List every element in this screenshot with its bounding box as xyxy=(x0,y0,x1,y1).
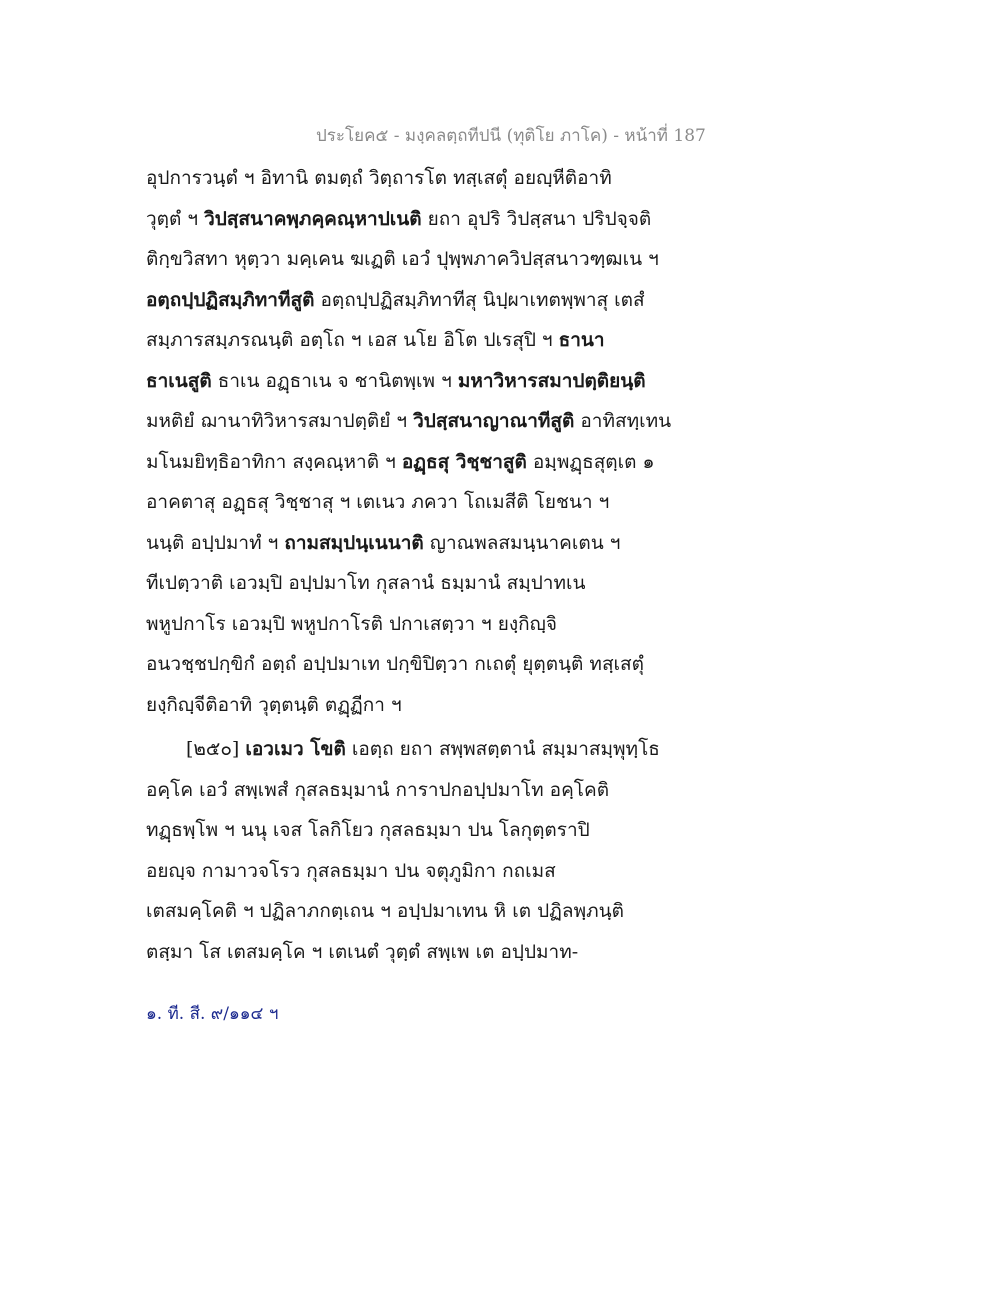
bold-term: อตฺถปฺปฏิสมฺภิทาทีสูติ xyxy=(146,288,315,311)
text-run: ญาณพลสมนฺนาคเตน ฯ xyxy=(423,531,621,554)
text-line xyxy=(146,482,706,523)
text-line xyxy=(146,604,706,645)
text-run: มโนมยิทฺธิอาทิกา สงฺคณฺหาติ ฯ xyxy=(146,450,402,473)
running-header: ประโยค๕ - มงฺคลตฺถทีปนี (ทุติโย ภาโค) - หน้าที่ 187 xyxy=(316,126,706,146)
text-run: อมฺพฏฺธสุตฺเต ๑ xyxy=(526,450,655,473)
text-line xyxy=(146,932,706,973)
text-run: ธาเน อฏฺธาเน จ ชานิตพฺเพ ฯ xyxy=(211,369,458,392)
text-line xyxy=(146,442,706,483)
text-run: อคฺโค เอวํ สพฺเพสํ กุสลธมฺมานํ การาปกอปฺปมาโท อคฺโคติ xyxy=(146,778,610,801)
bold-term: วิปสฺสนาคพฺภคฺคณฺหาปเนติ xyxy=(204,207,422,230)
bold-term: อฏฺธสุ วิชฺชาสูติ xyxy=(401,450,527,473)
text-run: พหูปกาโร เอวมฺปิ พหูปกาโรติ ปกาเสตฺวา ฯ ยงฺกิญฺจิ xyxy=(146,612,557,635)
text-run: ยงฺกิญฺจีติอาทิ วุตฺตนฺติ ตฏฺฏีกา ฯ xyxy=(146,693,402,716)
text-line xyxy=(146,320,706,361)
text-run: ทีเปตฺวาติ เอวมฺปิ อปฺปมาโท กุสลานํ ธมฺมานํ สมฺปาทเน xyxy=(146,572,586,594)
body-text xyxy=(146,158,706,972)
text-line xyxy=(146,361,706,402)
bold-term: ถามสมฺปนฺเนนาติ xyxy=(284,531,424,554)
text-run: ติกฺขวิสทา หุตฺวา มคฺเคน ฆเฏติ เอวํ ปุพฺพภาควิปสฺสนาวฑฺฒเน ฯ xyxy=(146,248,659,270)
text-run: ตสฺมา โส เตสมคฺโค ฯ เตเนตํ วุตฺตํ สพฺเพ เต อปฺปมาท- xyxy=(146,940,579,963)
text-run: อุปการวนฺตํ ฯ อิทานิ ตมตฺถํ วิตฺถารโต ทสฺเสตุํ อยญฺหีติอาทิ xyxy=(146,167,612,189)
text-line xyxy=(146,199,706,240)
text-run: สมฺภารสมฺภรณนฺติ อตฺโถ ฯ เอส นโย อิโต ปเรสุปิ ฯ xyxy=(146,329,559,351)
text-line xyxy=(146,401,706,442)
text-run: มหติยํ ฌานาทิวิหารสมาปตฺติยํ ฯ xyxy=(146,410,414,432)
text-line xyxy=(146,770,706,811)
bold-term: มหาวิหารสมาปตฺติยนฺติ xyxy=(457,369,646,392)
text-run: เตสมคฺโคติ ฯ ปฏิลาภกตฺเถน ฯ อปฺปมาเทน หิ เต ปฏิลพฺภนฺติ xyxy=(146,900,624,922)
text-run: อาทิสทฺเทน xyxy=(574,410,672,432)
text-run: อตฺถปฺปฏิสมฺภิทาทีสุ นิปฺผาเทตพฺพาสุ เตสํ xyxy=(314,288,645,311)
text-line xyxy=(146,563,706,604)
text-line xyxy=(146,729,706,770)
footnote: ๑. ที. สี. ๙/๑๑๔ ฯ xyxy=(146,1004,279,1024)
text-line xyxy=(146,280,706,321)
bold-term: ธาเนสูติ xyxy=(146,369,212,392)
bold-term: เอวเมว โขติ xyxy=(245,738,346,760)
text-line xyxy=(146,523,706,564)
text-run: อยญฺจ กามาวจโรว กุสลธมฺมา ปน จตุภูมิกา กถเมส xyxy=(146,859,556,882)
text-run: นนฺติ อปฺปมาทํ ฯ xyxy=(146,531,285,554)
text-run: เอตฺถ ยถา สพฺพสตฺตานํ สมฺมาสมฺพุทฺโธ xyxy=(345,738,660,760)
text-line xyxy=(146,239,706,280)
text-run: อนวชฺชปกฺขิกํ อตฺถํ อปฺปมาเท ปกฺขิปิตฺวา กเถตุํ ยุตฺตนฺติ ทสฺเสตุํ xyxy=(146,653,644,675)
text-line xyxy=(146,851,706,892)
text-run: วุตฺตํ ฯ xyxy=(146,207,205,230)
text-run: ยถา อุปริ วิปสฺสนา ปริปจฺจติ xyxy=(421,207,652,230)
text-line xyxy=(146,685,706,726)
text-line xyxy=(146,158,706,199)
bold-term: วิปสฺสนาญาณาทีสูติ xyxy=(413,410,575,432)
text-run: ทฏฺธพฺโพ ฯ นนุ เจส โลกิโยว กุสลธมฺมา ปน โลกุตฺตราปิ xyxy=(146,819,590,841)
text-run: อาคตาสุ อฏฺธสุ วิชฺชาสุ ฯ เตเนว ภควา โถเมสีติ โยชนา ฯ xyxy=(146,491,610,513)
bold-term: ธานา xyxy=(558,329,605,351)
text-run: [๒๕๐] xyxy=(186,738,246,760)
text-line xyxy=(146,810,706,851)
text-line xyxy=(146,891,706,932)
text-line xyxy=(146,644,706,685)
